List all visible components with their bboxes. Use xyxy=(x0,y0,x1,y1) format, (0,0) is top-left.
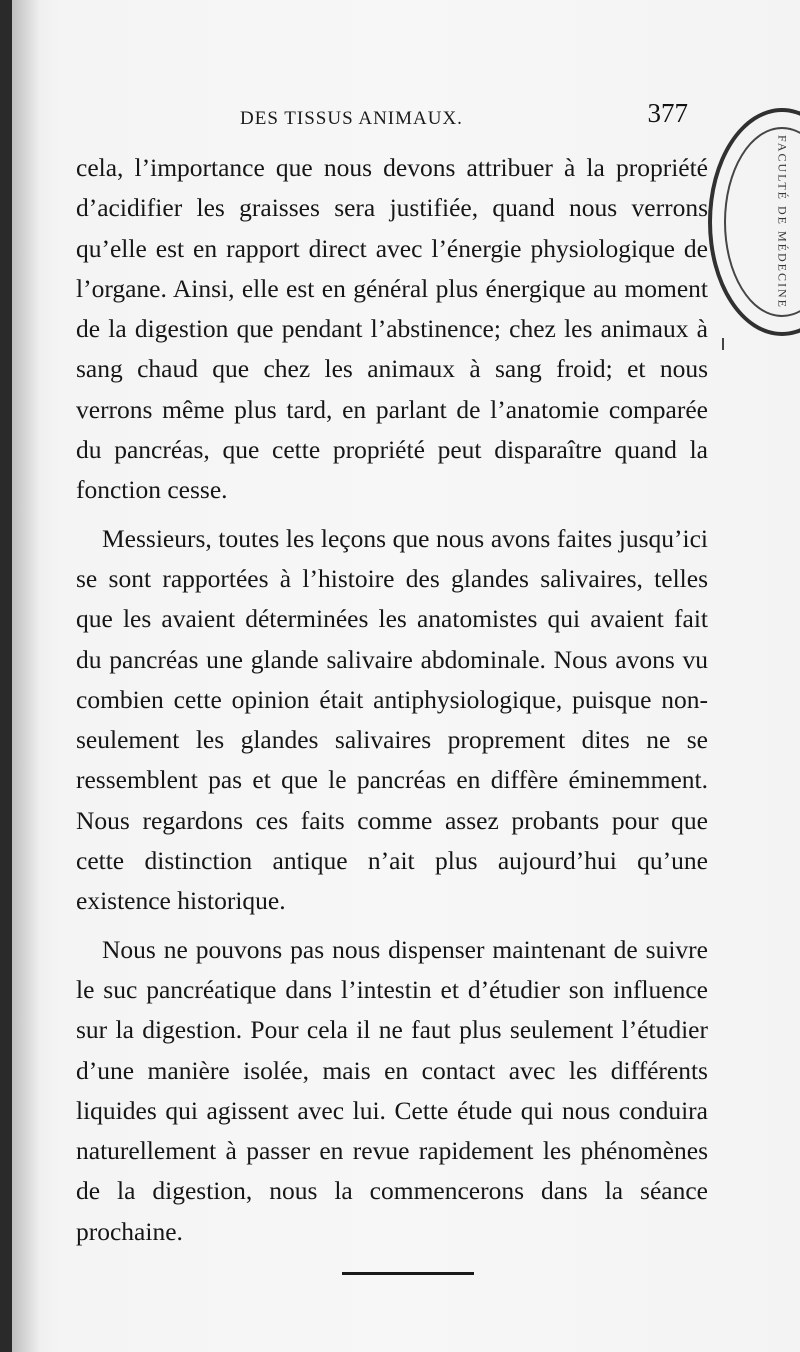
book-page xyxy=(12,0,800,1352)
paragraph-3: Nous ne pouvons pas nous dispenser maintenant de suivre le suc pancréatique dans l’intestin et d’étudier son influence sur la digestion. Pour cela il ne faut plus seulement l’étudier d’une manière isolée, mais en contact avec les différents liquides qui agissent avec lui. Cette étude qui nous conduira naturellement à passer en revue rapidement les phénomènes de la digestion, nous la commencerons dans la séance prochaine. xyxy=(76,934,708,1246)
paragraph-1: cela, l’importance que nous devons attribuer à la propriété d’acidifier les graisses sera justifiée, quand nous verrons qu’elle est en rapport direct avec l’énergie physiologique de l’organe. Ainsi, elle est en général plus énergique au moment de la digestion que pendant l’abstinence; chez les animaux à sang chaud que chez les animaux à sang froid; et nous verrons même plus tard, en parlant de l’anatomie comparée du pancréas, que cette propriété peut disparaître quand la fonction cesse. xyxy=(76,153,708,505)
end-rule xyxy=(342,1272,474,1275)
page-number: 377 xyxy=(647,98,688,128)
running-title: DES TISSUS ANIMAUX. xyxy=(240,108,463,129)
page-header xyxy=(60,96,700,136)
body-text xyxy=(76,148,708,1252)
library-stamp-text: FACULTÉ DE MÉDECINE xyxy=(724,127,800,317)
gutter-shadow xyxy=(12,0,40,1352)
library-stamp xyxy=(708,108,800,336)
paragraph-2: Messieurs, toutes les leçons que nous avons faites jusqu’ici se sont rapportées à l’histoire des glandes salivaires, telles que les avaient déterminées les anatomistes qui avaient fait du pancréas une glande salivaire abdominale. Nous avons vu combien cette opinion était antiphysiologique, puisque non-seulement les glandes salivaires proprement dites ne se ressemblent pas et que le pancréas en diffère éminemment. Nous regardons ces faits comme assez probants pour que cette distinction antique n’ait plus aujourd’hui qu’une existence historique. xyxy=(76,523,708,916)
margin-mark xyxy=(722,338,724,350)
